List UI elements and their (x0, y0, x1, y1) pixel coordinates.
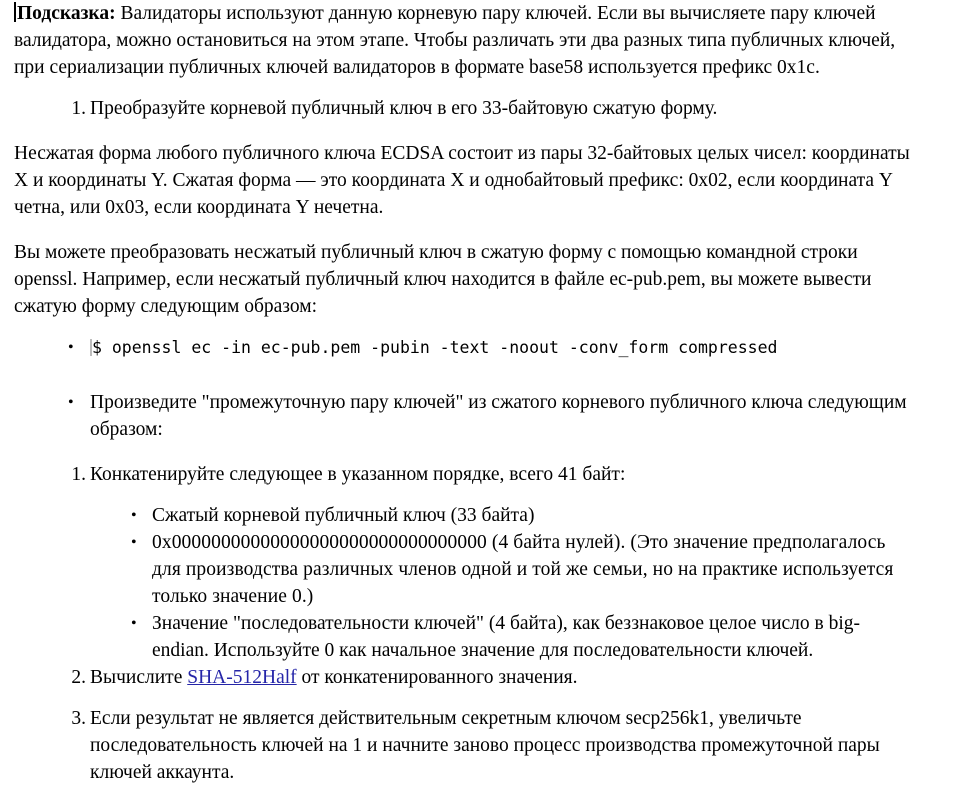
spacer (0, 81, 957, 95)
list-item-text: Сжатый корневой публичный ключ (33 байта) (152, 505, 535, 526)
list-item-text-after: от конкатенированного значения. (296, 667, 578, 688)
list-marker: 1. (71, 464, 86, 485)
concat-items-list (0, 502, 957, 664)
step-list-first (0, 95, 957, 122)
spacer (0, 221, 957, 239)
list-item (0, 95, 957, 122)
list-item-text: Если результат не является действительным секретным ключом secp256k1, увеличьте последовательность ключей на 1 и начните заново процесс производства промежуточной пары ключей аккаунта. (90, 708, 880, 783)
list-item (0, 334, 957, 361)
list-item (0, 705, 957, 786)
list-item-text: Произведите "промежуточную пару ключей" из сжатого корневого публичного ключа следующим образом: (90, 392, 907, 440)
list-item (0, 389, 957, 443)
list-item-text: 0x00000000000000000000000000000000 (4 байта нулей). (Это значение предполагалось для производства различных членов одной и той же семьи, но на практике используется только значение 0.) (152, 532, 894, 607)
bullet-icon: • (131, 507, 137, 524)
step-list-concat (0, 461, 957, 488)
list-item (0, 664, 957, 691)
list-item (0, 529, 957, 610)
list-item-text: Значение "последовательности ключей" (4 байта), как беззнаковое целое число в big-endian. Используйте 0 как начальное значение для последовательности ключей. (152, 613, 861, 661)
list-item (0, 610, 957, 664)
bullet-icon: • (131, 615, 137, 632)
intermediate-keypair-list (0, 389, 957, 443)
bullet-icon: • (68, 339, 74, 356)
spacer (0, 443, 957, 461)
list-item (0, 461, 957, 488)
tip-text: Валидаторы используют данную корневую пару ключей. Если вы вычисляете пару ключей валидатора, можно остановиться на этом этапе. Чтобы различать эти два разных типа публичных ключей, при сериализации публичных ключей валидаторов в формате base58 используется префикс 0x1c. (14, 3, 896, 78)
spacer (0, 122, 957, 140)
bullet-icon: • (68, 394, 74, 411)
spacer (0, 361, 957, 379)
spacer (0, 320, 957, 334)
step-list-retry (0, 705, 957, 786)
step-list-hash (0, 664, 957, 691)
paragraph-ecdsa: Несжатая форма любого публичного ключа ECDSA состоит из пары 32-байтовых целых чисел: координаты X и координаты Y. Сжатая форма — это координата X и однобайтовый префикс: 0x02, если координата Y четна, или 0x03, если координата Y нечетна. (14, 143, 910, 218)
sha-512half-link[interactable]: SHA-512Half (187, 667, 297, 688)
paragraph-openssl: Вы можете преобразовать несжатый публичный ключ в сжатую форму с помощью командной строки openssl. Например, если несжатый публичный ключ находится в файле ec-pub.pem, вы можете вывести сжатую форму следующим образом: (14, 242, 872, 317)
text-cursor-caret (14, 2, 16, 22)
tip-paragraph (0, 0, 957, 81)
list-item-text: Преобразуйте корневой публичный ключ в его 33-байтовую сжатую форму. (90, 98, 718, 119)
list-marker: 1. (71, 98, 86, 119)
list-item (0, 502, 957, 529)
bullet-icon: • (131, 534, 137, 551)
shell-command-text: $ openssl ec -in ec-pub.pem -pubin -text -noout -conv_form compressed (92, 338, 778, 357)
spacer (0, 379, 957, 389)
spacer (0, 691, 957, 705)
tip-label: Подсказка: (17, 3, 116, 24)
list-item-text-before: Вычислите (90, 667, 188, 688)
list-marker: 3. (71, 708, 86, 729)
command-list (0, 334, 957, 361)
spacer (0, 488, 957, 502)
list-marker: 2. (71, 667, 86, 688)
list-item-text: Конкатенируйте следующее в указанном порядке, всего 41 байт: (90, 464, 626, 485)
